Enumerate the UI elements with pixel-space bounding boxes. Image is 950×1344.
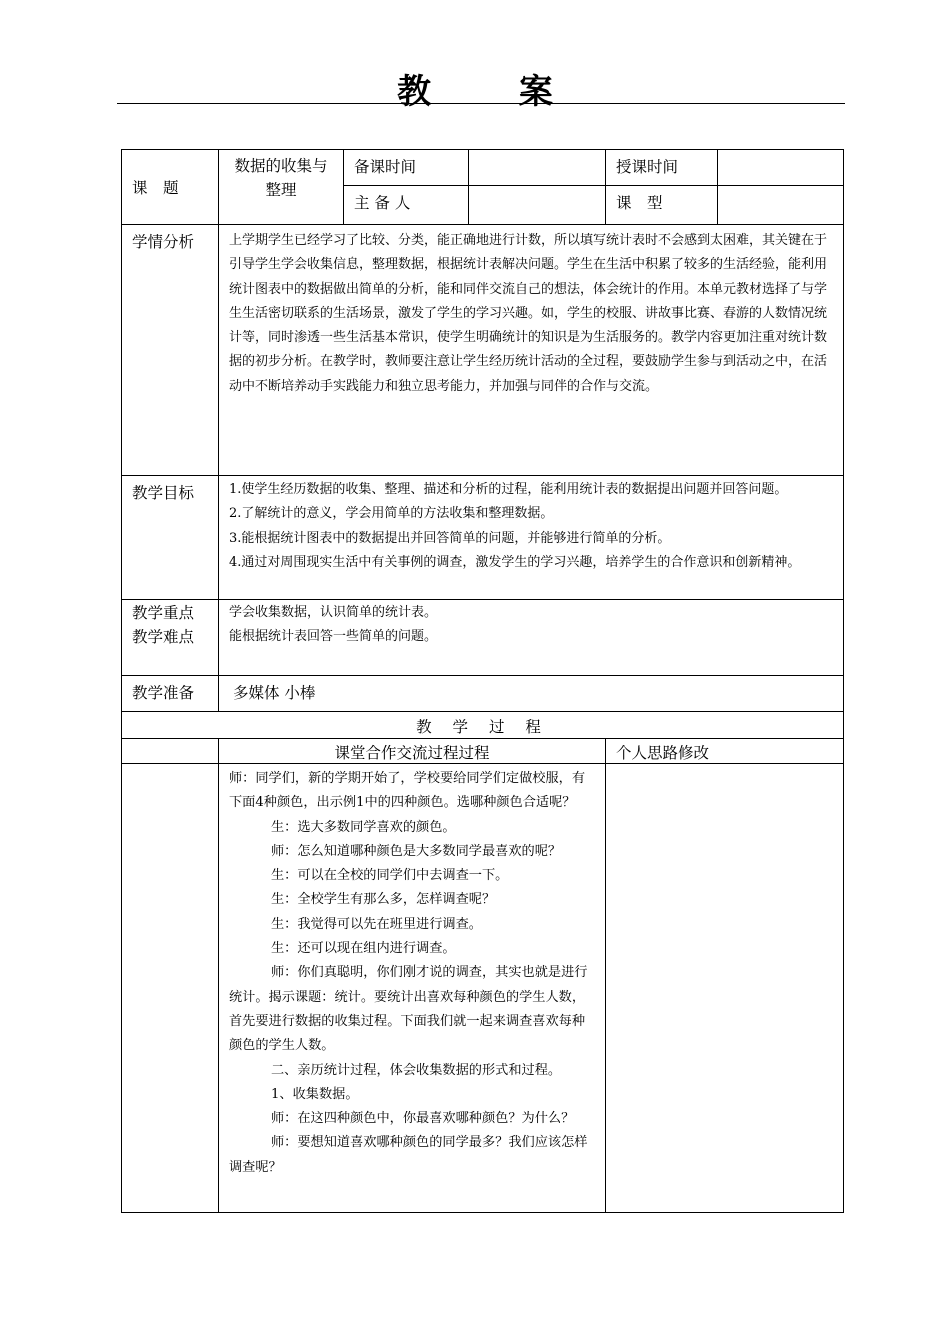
dialogue-line: 二、亲历统计过程，体会收集数据的形式和过程。 [271,1062,562,1078]
process-blank-cell [122,764,219,1213]
key-points-label [122,600,219,676]
dialogue-line: 师：你们真聪明，你们刚才说的调查，其实也就是进行统计。揭示课题：统计。要统计出喜欢每种颜色的学生人数，首先要进行数据的收集过程。下面我们就一起来调查喜欢每种颜色的学生人数。 [229,965,588,1054]
teach-time-value [718,150,844,186]
dialogue-line: 师：要想知道喜欢哪种颜色的同学最多？我们应该怎样调查呢？ [229,1135,588,1175]
focus-text: 学会收集数据，认识简单的统计表。 [229,605,438,620]
preparer-label: 主 备 人 [344,186,469,225]
goals-label: 教学目标 [122,476,219,600]
focus-label: 教学重点 [132,604,195,622]
process-blank-header [122,739,219,764]
dialogue-line: 生：可以在全校的同学们中去调查一下。 [271,868,509,884]
process-notes-header: 个人思路修改 [606,739,844,764]
goal-item: 4.通过对周围现实生活中有关事例的调查，激发学生的学习兴趣，培养学生的合作意识和创新精神。 [229,554,801,570]
process-main-header: 课堂合作交流过程过程 [219,739,606,764]
topic-label: 课 题 [122,150,219,225]
dialogue-line: 1、收集数据。 [271,1086,359,1102]
dialogue-line: 师：同学们，新的学期开始了，学校要给同学们定做校服，有下面4种颜色，出示例1中的四种颜色。选哪种颜色合适呢？ [229,771,586,811]
topic-value: 数据的收集与整理 [219,150,344,225]
preparer-value [469,186,606,225]
key-points-content [219,600,844,676]
analysis-label: 学情分析 [122,225,219,476]
preparation-value: 多媒体 小棒 [219,676,844,712]
goal-item: 1.使学生经历数据的收集、整理、描述和分析的过程，能利用统计表的数据提出问题并回答问题。 [229,482,788,497]
lesson-plan-table [121,149,844,1213]
process-notes-cell [606,764,844,1213]
dialogue-line: 师：在这四种颜色中，你最喜欢哪种颜色？为什么？ [271,1111,575,1127]
type-label: 课 型 [606,186,718,225]
process-section-title: 教 学 过 程 [122,712,844,739]
goal-item: 3.能根据统计图表中的数据提出并回答简单的问题，并能够进行简单的分析。 [229,530,671,546]
page-title: 教 案 [397,72,591,112]
dialogue-line: 生：还可以现在组内进行调查。 [271,941,456,957]
prep-time-value [469,150,606,186]
prep-time-label: 备课时间 [344,150,469,186]
analysis-text: 上学期学生已经学习了比较、分类，能正确地进行计数，所以填写统计表时不会感到太困难，其关键在于引导学生学会收集信息，整理数据，根据统计表解决问题。学生在生活中积累了较多的生活经验，能利用统计图表中的数据做出简单的分析，能和同伴交流自己的想法，体会统计的作用。本单元教材选择了与学生生活密切联系的生活场景，激发了学生的学习兴趣。如，学生的校服、讲故事比赛、春游的人数情况统计等，同时渗透一些生活基本常识，使学生明确统计的知识是为生活服务的。教学内容更加注重对统计数据的初步分析。在教学时，教师要注意让学生经历统计活动的全过程，要鼓励学生参与到活动之中，在活动中不断培养动手实践能力和独立思考能力，并加强与同伴的合作与交流。 [219,225,844,476]
dialogue-line: 生：我觉得可以先在班里进行调查。 [271,916,482,932]
dialogue-line: 生：全校学生有那么多，怎样调查呢？ [271,892,496,908]
teach-time-label: 授课时间 [606,150,718,186]
title-underline [117,103,845,104]
dialogue-line: 师：怎么知道哪种颜色是大多数同学最喜欢的呢？ [271,843,562,859]
process-dialogue [219,764,606,1213]
preparation-label: 教学准备 [122,676,219,712]
goal-item: 2.了解统计的意义，学会用简单的方法收集和整理数据。 [229,506,554,522]
dialogue-line: 生：选大多数同学喜欢的颜色。 [271,819,456,835]
difficulty-label: 教学难点 [132,628,195,646]
type-value [718,186,844,225]
difficulty-text: 能根据统计表回答一些简单的问题。 [229,629,438,645]
goals-list [219,476,844,600]
